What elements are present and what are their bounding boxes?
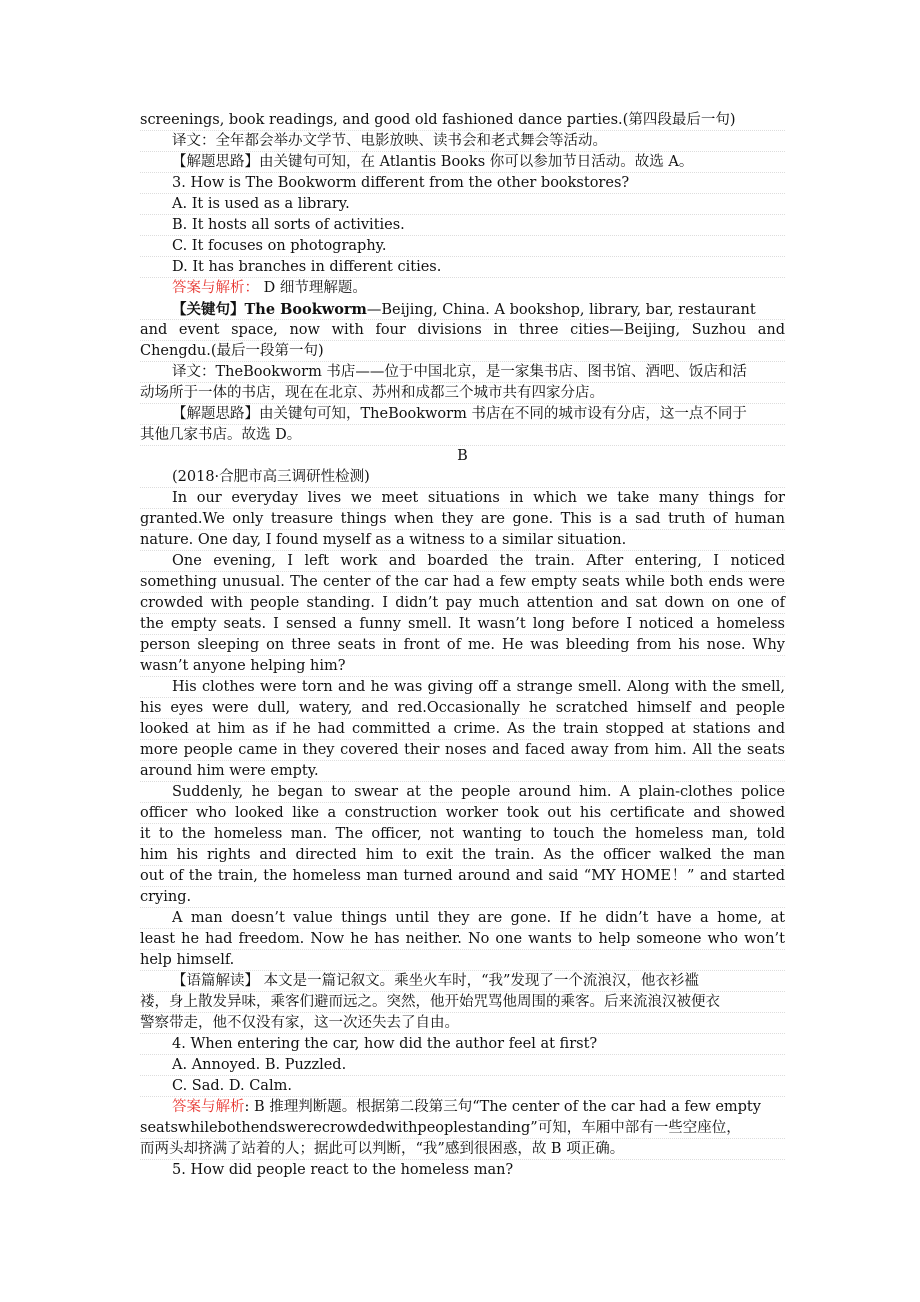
passage-line: crowded with people standing. I didn’t pay much attention and sat down on one of — [140, 593, 785, 614]
key-sentence-label: 【关键句】The Bookworm — [172, 301, 367, 318]
section-letter: B — [457, 448, 468, 464]
question-3-option-a: A. It is used as a library. — [140, 194, 785, 215]
passage-line: In our everyday lives we meet situations in which we take many things for — [140, 488, 785, 509]
passage-line: it to the homeless man. The officer, not wanting to touch the homeless man, told — [140, 824, 785, 845]
answer-line: 而两头却挤满了站着的人；据此可以判断，“我”感到很困惑，故 B 项正确。 — [140, 1139, 785, 1160]
answer-line: seatswhilebothendswerecrowdedwithpeoplestanding”可知，车厢中部有一些空座位， — [140, 1118, 785, 1139]
question-4-options-ab: A. Annoyed. B. Puzzled. — [140, 1055, 785, 1076]
translation-line: 译文：TheBookworm 书店——位于中国北京，是一家集书店、图书馆、酒吧、饭店和活 — [140, 362, 785, 383]
solution-thinking-line: 【解题思路】由关键句可知，TheBookworm 书店在不同的城市设有分店，这一点不同于 — [140, 404, 785, 425]
passage-line: One evening, I left work and boarded the train. After entering, I noticed — [140, 551, 785, 572]
passage-line: looked at him as if he had committed a crime. As the train stopped at stations and — [140, 719, 785, 740]
passage-line: wasn’t anyone helping him? — [140, 656, 785, 677]
text-line: screenings, book readings, and good old fashioned dance parties.(第四段最后一句) — [140, 110, 785, 131]
passage-line: around him were empty. — [140, 761, 785, 782]
passage-line: his eyes were dull, watery, and red.Occasionally he scratched himself and people — [140, 698, 785, 719]
question-3-option-b: B. It hosts all sorts of activities. — [140, 215, 785, 236]
reading-guide-line: 【语篇解读】 本文是一篇记叙文。乘坐火车时，“我”发现了一个流浪汉，他衣衫褴 — [140, 971, 785, 992]
passage-line: crying. — [140, 887, 785, 908]
document-page — [140, 110, 785, 1181]
question-4-stem: 4. When entering the car, how did the author feel at first? — [140, 1034, 785, 1055]
solution-thinking-line: 其他几家书店。故选 D。 — [140, 425, 785, 446]
passage-line: A man doesn’t value things until they are gone. If he didn’t have a home, at — [140, 908, 785, 929]
reading-guide-line: 警察带走，他不仅没有家，这一次还失去了自由。 — [140, 1013, 785, 1034]
passage-line: him his rights and directed him to exit the train. As the officer walked the man — [140, 845, 785, 866]
key-sentence-line: Chengdu.(最后一段第一句) — [140, 341, 785, 362]
key-sentence-line: 【关键句】The Bookworm—Beijing, China. A bookshop, library, bar, restaurant — [140, 299, 785, 320]
question-3-stem: 3. How is The Bookworm different from the other bookstores? — [140, 173, 785, 194]
question-3-option-d: D. It has branches in different cities. — [140, 257, 785, 278]
bracket-label: 【解题思路】 — [172, 154, 259, 170]
passage-line: person sleeping on three seats in front of me. He was bleeding from his nose. Why — [140, 635, 785, 656]
passage-line: more people came in they covered their noses and faced away from him. All the seats — [140, 740, 785, 761]
answer-label: 答案与解析 — [172, 1099, 245, 1115]
passage-line: officer who looked like a construction worker took out his certificate and showed — [140, 803, 785, 824]
reading-guide-line: 褛，身上散发异味，乘客们避而远之。突然，他开始咒骂他周围的乘客。后来流浪汉被便衣 — [140, 992, 785, 1013]
translation-line: 译文：全年都会举办文学节、电影放映、读书会和老式舞会等活动。 — [140, 131, 785, 152]
answer-line: 答案与解析： D 细节理解题。 — [172, 280, 367, 296]
passage-line: granted.We only treasure things when they are gone. This is a sad truth of human — [140, 509, 785, 530]
translation-line: 动场所于一体的书店，现在在北京、苏州和成都三个城市共有四家分店。 — [140, 383, 785, 404]
question-3-option-c: C. It focuses on photography. — [140, 236, 785, 257]
passage-line: least he had freedom. Now he has neither. No one wants to help someone who won’t — [140, 929, 785, 950]
question-4-options-cd: C. Sad. D. Calm. — [140, 1076, 785, 1097]
passage-line: His clothes were torn and he was giving off a strange smell. Along with the smell, — [140, 677, 785, 698]
passage-line: nature. One day, I found myself as a witness to a similar situation. — [140, 530, 785, 551]
passage-source: (2018·合肥市高三调研性检测) — [140, 467, 785, 488]
passage-line: out of the train, the homeless man turned around and said “MY HOME！” and started — [140, 866, 785, 887]
question-5-stem: 5. How did people react to the homeless man? — [172, 1162, 514, 1178]
passage-line: help himself. — [140, 950, 785, 971]
answer-label: 答案与解析： — [172, 280, 259, 296]
key-sentence-line: and event space, now with four divisions in three cities—Beijing, Suzhou and — [140, 320, 785, 341]
passage-line: something unusual. The center of the car had a few empty seats while both ends were — [140, 572, 785, 593]
passage-line: Suddenly, he began to swear at the people around him. A plain-clothes police — [140, 782, 785, 803]
solution-thinking-line: 【解题思路】由关键句可知，在 Atlantis Books 你可以参加节日活动。故选 A。 — [140, 152, 785, 173]
passage-line: the empty seats. I sensed a funny smell. It wasn’t long before I noticed a homeless — [140, 614, 785, 635]
answer-line: 答案与解析: B 推理判断题。根据第二段第三句“The center of the car had a few empty — [172, 1099, 761, 1115]
